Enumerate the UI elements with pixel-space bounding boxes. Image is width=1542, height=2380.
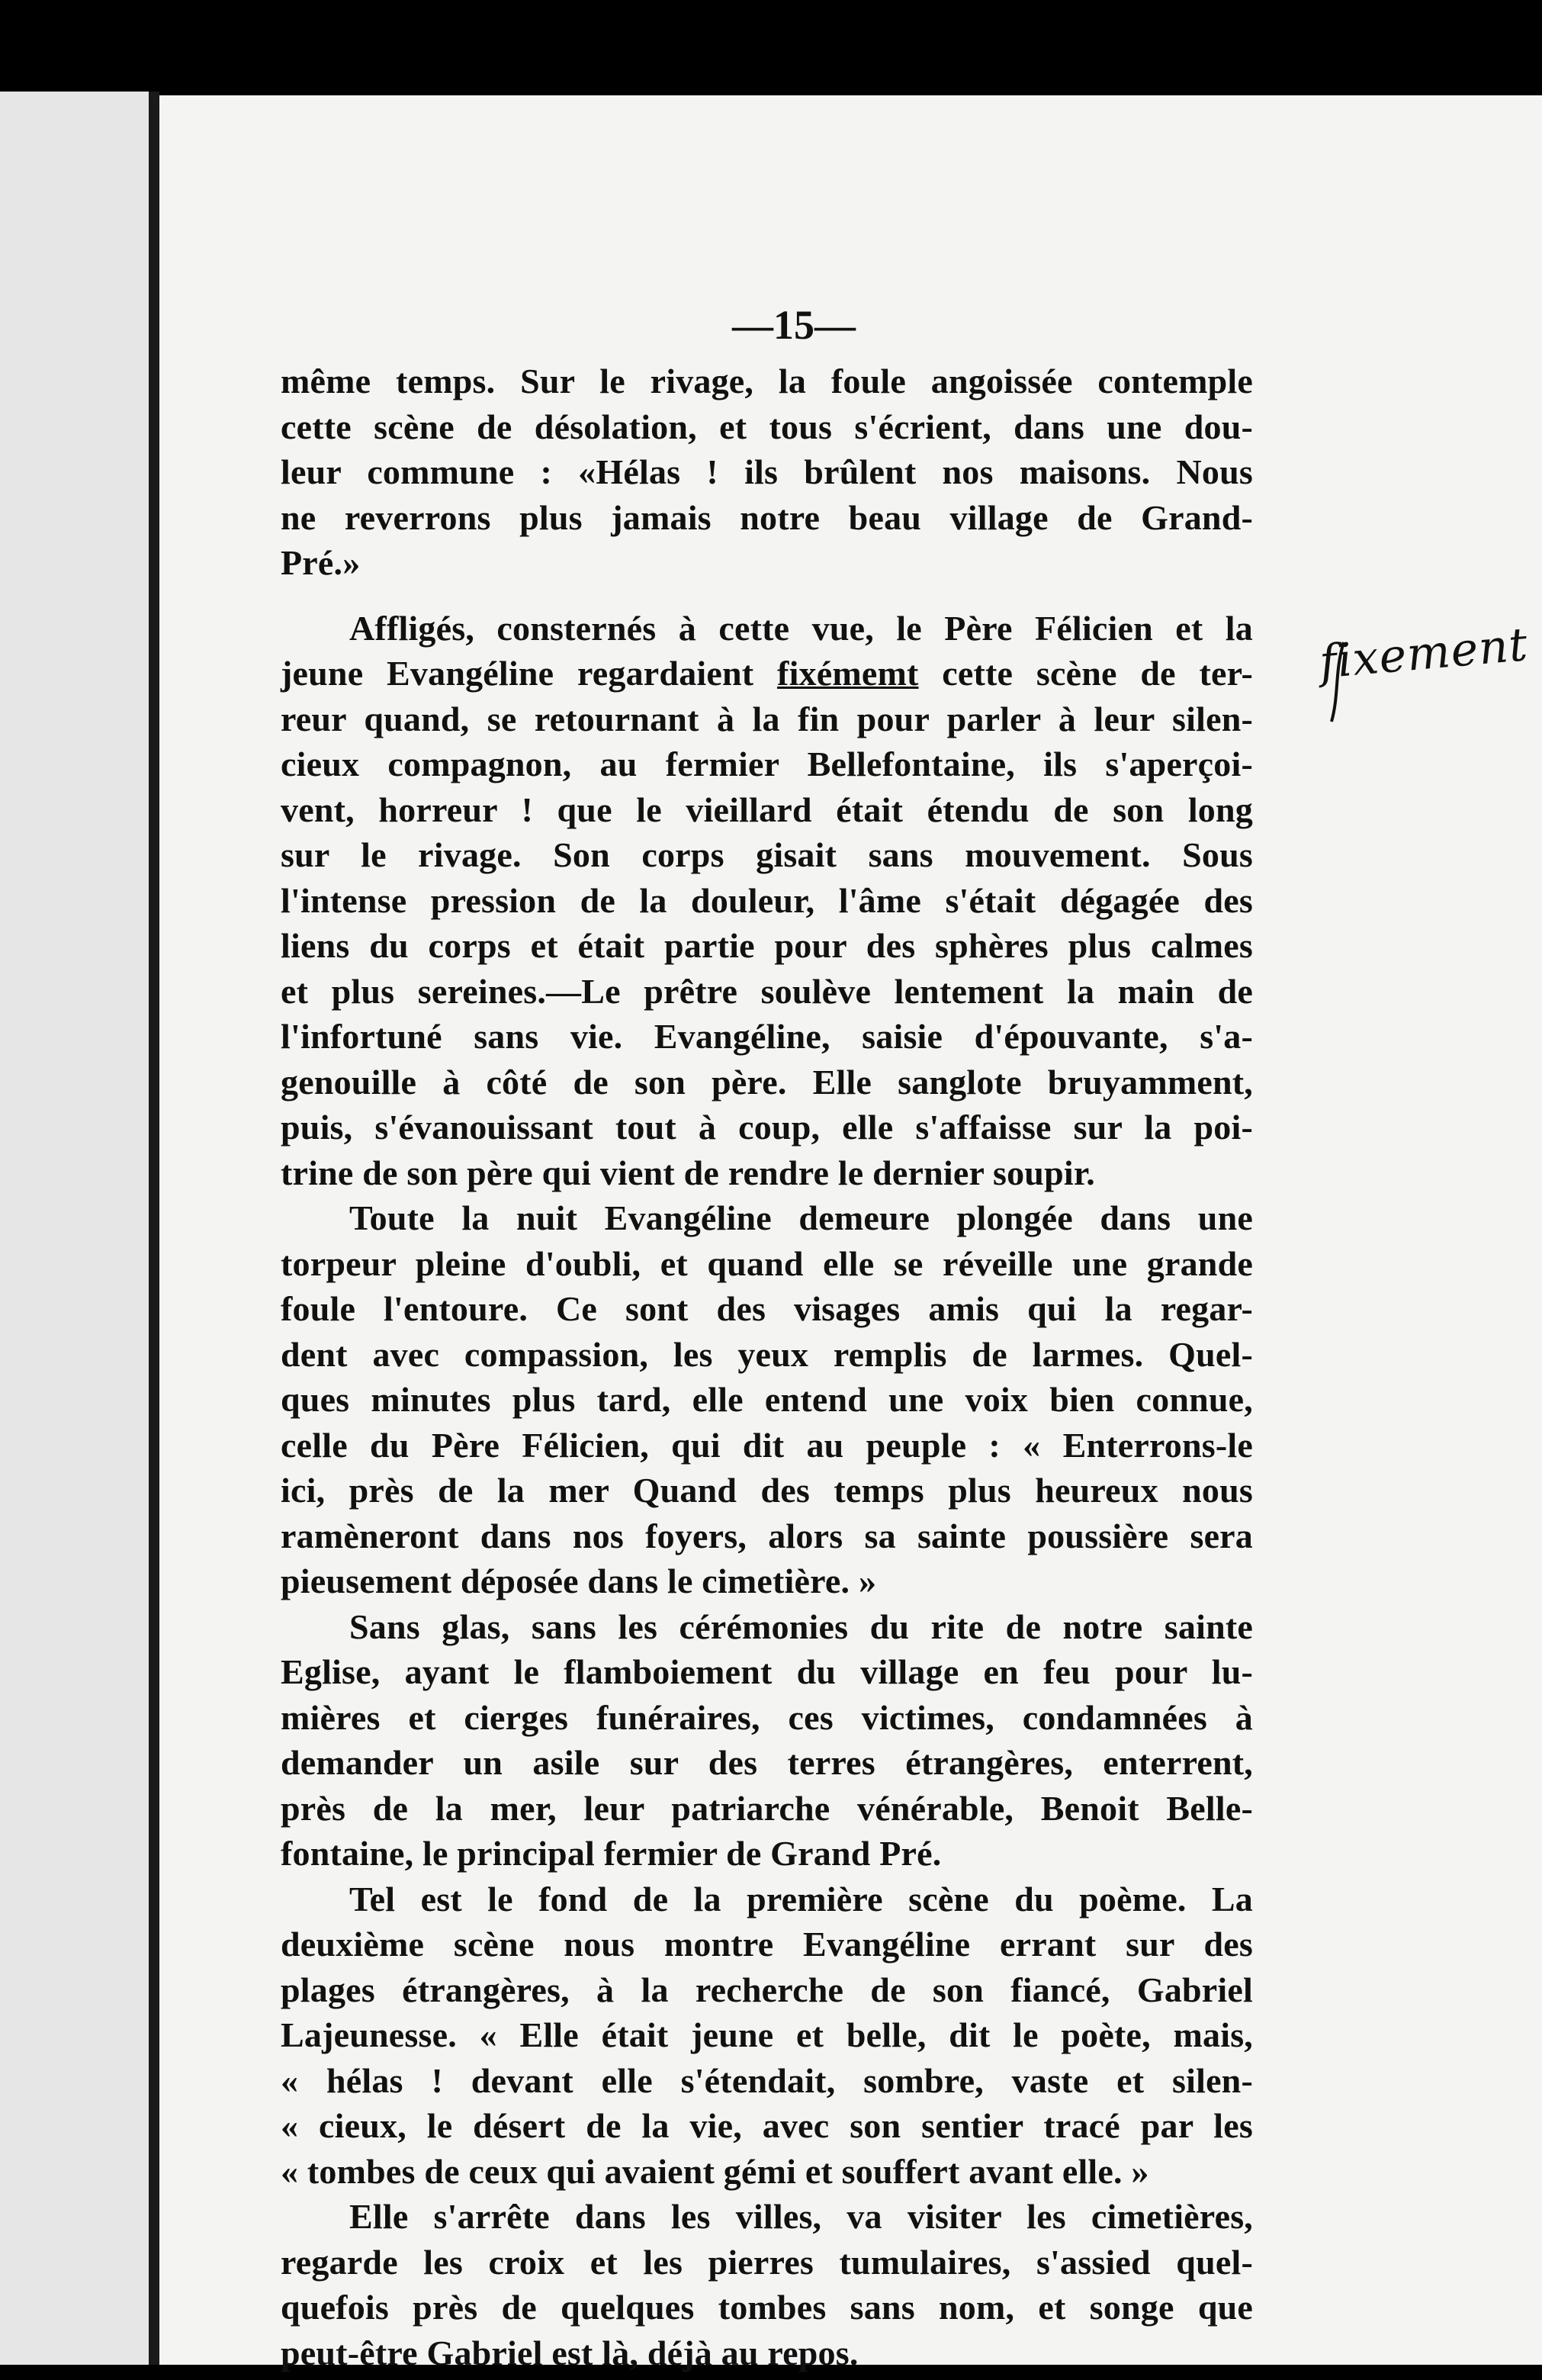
handwritten-margin-note: fixement <box>1317 618 1531 690</box>
page-number: —15— <box>732 302 856 348</box>
text-line: Tel est le fond de la première scène du poème. La <box>349 1879 1253 1918</box>
text-line: genouille à côté de son père. Elle sanglote bruyamment, <box>281 1062 1253 1102</box>
text-line: « tombes de ceux qui avaient gémi et souffert avant elle. » <box>281 2151 1149 2191</box>
text-line: Eglise, ayant le flamboiement du village en feu pour lu- <box>281 1652 1253 1691</box>
text-line: même temps. Sur le rivage, la foule angoissée contemple <box>281 362 1253 400</box>
text-line: ne reverrons plus jamais notre beau village de Grand- <box>281 497 1253 537</box>
underlined-word: fixémemt <box>777 654 919 693</box>
text-fragment: jeune Evangéline regardaient <box>281 654 754 693</box>
text-line: deuxième scène nous montre Evangéline errant sur des <box>281 1925 1253 1963</box>
text-line: dent avec compassion, les yeux remplis de larmes. Quel- <box>281 1334 1253 1374</box>
text-line: cieux compagnon, au fermier Bellefontaine, ils s'aperçoi- <box>281 745 1253 783</box>
text-line: cette scène de désolation, et tous s'écrient, dans une dou- <box>281 407 1253 446</box>
text-line: Lajeunesse. « Elle était jeune et belle, dit le poète, mais, <box>281 2015 1253 2054</box>
text-line: plages étrangères, à la recherche de son fiancé, Gabriel <box>281 1970 1253 2009</box>
text-line: pieusement déposée dans le cimetière. » <box>281 1561 877 1600</box>
text-line: celle du Père Félicien, qui dit au peuple : « Enterrons-le <box>281 1425 1253 1465</box>
text-line: Elle s'arrête dans les villes, va visiter les cimetières, <box>349 2197 1253 2236</box>
text-line: Pré.» <box>281 543 361 582</box>
text-line: et plus sereines.—Le prêtre soulève lentement la main de <box>281 971 1253 1011</box>
text-line: vent, horreur ! que le vieillard était étendu de son long <box>281 790 1253 829</box>
text-line: l'intense pression de la douleur, l'âme s'était dégagée des <box>281 880 1253 920</box>
left-page-edge <box>0 92 156 2365</box>
text-line: regarde les croix et les pierres tumulaires, s'assied quel- <box>281 2242 1253 2282</box>
text-line: mières et cierges funéraires, ces victimes, condamnées à <box>281 1697 1253 1737</box>
text-fragment: cette scène de ter- <box>942 654 1254 693</box>
text-line: ques minutes plus tard, elle entend une voix bien connue, <box>281 1380 1253 1419</box>
text-line: ici, près de la mer Quand des temps plus heureux nous <box>281 1471 1253 1510</box>
text-line: sur le rivage. Son corps gisait sans mouvement. Sous <box>281 835 1253 874</box>
page-body-text <box>281 359 1253 2375</box>
text-line-with-underline <box>281 651 1253 696</box>
text-line: près de la mer, leur patriarche vénérable, Benoit Belle- <box>281 1788 1253 1828</box>
text-line: l'infortuné sans vie. Evangéline, saisie d'épouvante, s'a- <box>281 1017 1253 1056</box>
text-line: peut-être Gabriel est là, déjà au repos. <box>281 2333 859 2372</box>
text-line: Affligés, consternés à cette vue, le Père Félicien et la <box>349 608 1253 648</box>
margin-mark-icon <box>1327 641 1350 725</box>
text-line: trine de son père qui vient de rendre le dernier soupir. <box>281 1153 1095 1192</box>
text-line: Sans glas, sans les cérémonies du rite de notre sainte <box>349 1606 1253 1646</box>
text-line: puis, s'évanouissant tout à coup, elle s'affaisse sur la poi- <box>281 1108 1253 1147</box>
text-line: reur quand, se retournant à la fin pour parler à leur silen- <box>281 699 1253 738</box>
text-line: « cieux, le désert de la vie, avec son sentier tracé par les <box>281 2106 1253 2145</box>
text-line: fontaine, le principal fermier de Grand Pré. <box>281 1834 942 1873</box>
text-line: Toute la nuit Evangéline demeure plongée dans une <box>349 1198 1253 1237</box>
text-line: demander un asile sur des terres étrangères, enterrent, <box>281 1743 1253 1782</box>
text-line: ramèneront dans nos foyers, alors sa sainte poussière sera <box>281 1516 1253 1555</box>
text-line: liens du corps et était partie pour des sphères plus calmes <box>281 926 1253 965</box>
text-line: foule l'entoure. Ce sont des visages amis qui la regar- <box>281 1289 1253 1328</box>
text-line: torpeur pleine d'oubli, et quand elle se réveille une grande <box>281 1243 1253 1283</box>
book-gutter <box>149 92 159 2365</box>
text-line: quefois près de quelques tombes sans nom, et songe que <box>281 2288 1253 2327</box>
text-line: leur commune : «Hélas ! ils brûlent nos maisons. Nous <box>281 452 1253 491</box>
text-line: « hélas ! devant elle s'étendait, sombre, vaste et silen- <box>281 2060 1253 2100</box>
